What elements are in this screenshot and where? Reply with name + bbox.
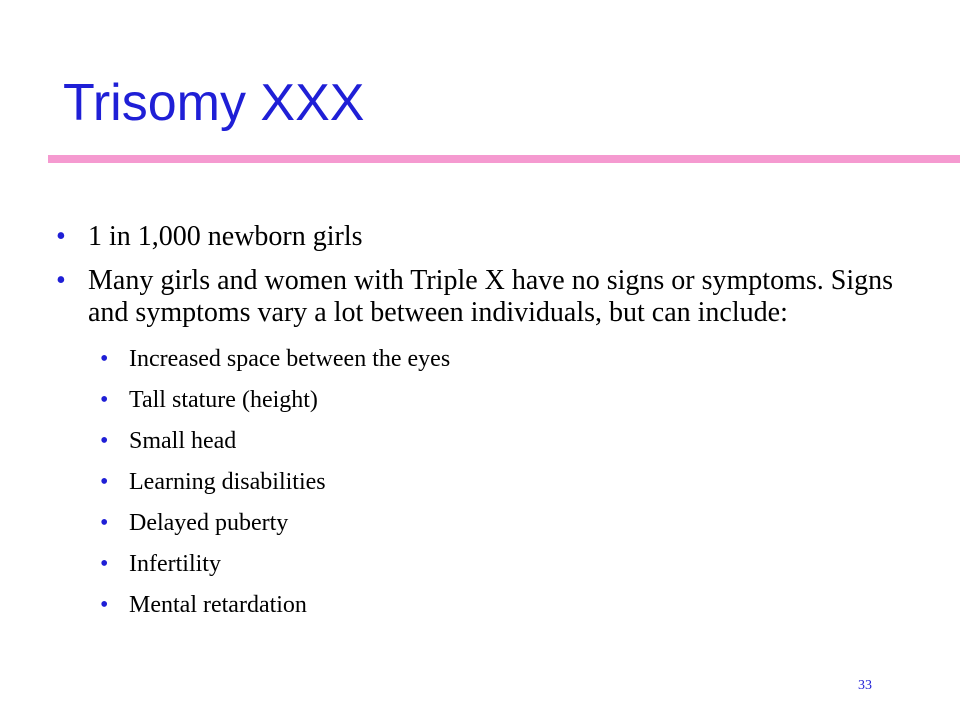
bullet-icon: • [100, 387, 109, 413]
sub-bullet-list [56, 345, 936, 619]
bullet-text: 1 in 1,000 newborn girls [88, 221, 363, 252]
bullet-icon: • [100, 592, 109, 618]
sub-bullet-item [100, 386, 936, 414]
sub-bullet-text: Increased space between the eyes [129, 346, 451, 372]
bullet-icon: • [100, 551, 109, 577]
slide-title: Trisomy XXX [63, 74, 365, 132]
title-divider [48, 155, 960, 163]
bullet-icon: • [56, 265, 66, 296]
slide-body [56, 221, 936, 632]
bullet-icon: • [100, 469, 109, 495]
sub-bullet-item [100, 427, 936, 455]
sub-bullet-text: Small head [129, 428, 237, 454]
bullet-icon: • [100, 428, 109, 454]
bullet-item [56, 221, 936, 253]
sub-bullet-text: Delayed puberty [129, 510, 289, 536]
sub-bullet-item [100, 468, 936, 496]
sub-bullet-item [100, 345, 936, 373]
bullet-item [56, 265, 936, 329]
sub-bullet-text: Tall stature (height) [129, 387, 318, 413]
sub-bullet-item [100, 509, 936, 537]
bullet-text: Many girls and women with Triple X have no signs or symptoms. Signs and symptoms vary a lot between individuals, but can include: [88, 265, 894, 328]
bullet-icon: • [100, 510, 109, 536]
bullet-icon: • [100, 346, 109, 372]
sub-bullet-text: Infertility [129, 551, 221, 577]
sub-bullet-item [100, 591, 936, 619]
page-number: 33 [858, 678, 872, 693]
sub-bullet-text: Learning disabilities [129, 469, 326, 495]
bullet-icon: • [56, 221, 66, 252]
sub-bullet-text: Mental retardation [129, 592, 307, 618]
sub-bullet-item [100, 550, 936, 578]
